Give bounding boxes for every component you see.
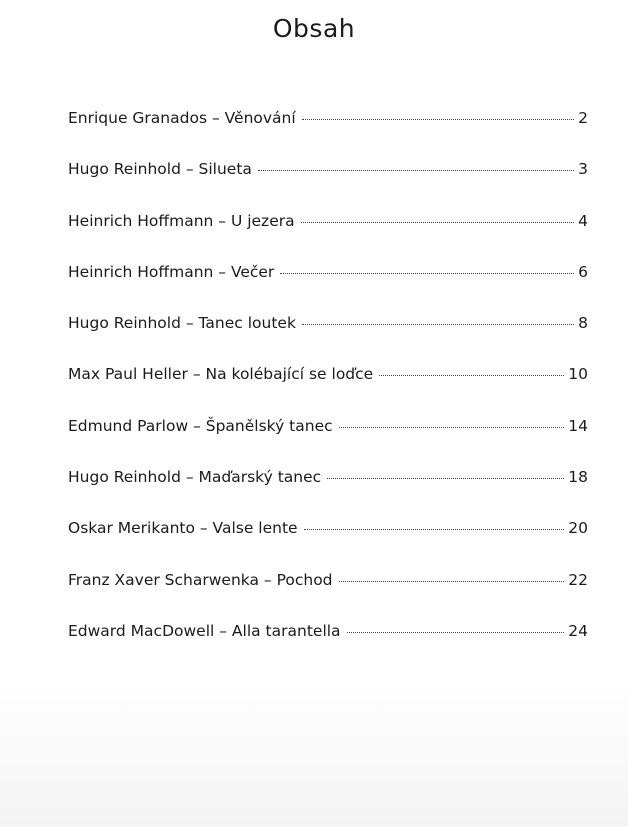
toc-entry (68, 467, 588, 518)
dot-leader (302, 324, 574, 325)
toc-entry (68, 570, 588, 621)
dot-leader (339, 581, 565, 582)
toc-entry-title: Franz Xaver Scharwenka – Pochod (68, 570, 333, 589)
dot-leader (304, 529, 565, 530)
toc-entry-page: 6 (578, 262, 588, 281)
toc-entry-page: 8 (578, 314, 588, 333)
toc-entry-page: 18 (568, 468, 588, 487)
toc-entry-title: Enrique Granados – Věnování (68, 109, 296, 127)
table-of-contents (68, 108, 588, 672)
toc-entry-page: 24 (568, 621, 588, 640)
toc-entry-title: Hugo Reinhold – Tanec loutek (68, 314, 296, 333)
toc-entry (68, 159, 588, 210)
toc-entry (68, 211, 588, 262)
dot-leader (301, 222, 575, 223)
toc-entry (68, 313, 588, 364)
toc-entry-title: Max Paul Heller – Na kolébající se loďce (68, 365, 374, 384)
dot-leader (327, 478, 564, 479)
toc-entry (68, 108, 588, 159)
dot-leader (280, 273, 574, 274)
toc-entry-title: Oskar Merikanto – Valse lente (68, 519, 298, 538)
toc-entry-title: Heinrich Hoffmann – Večer (68, 262, 275, 281)
dot-leader (347, 632, 565, 633)
toc-entry-page: 2 (578, 109, 588, 127)
page-title: Obsah (272, 14, 356, 43)
toc-entry-page: 4 (578, 211, 588, 230)
toc-entry-page: 22 (568, 570, 588, 589)
toc-entry (68, 364, 588, 415)
toc-entry (68, 416, 588, 467)
dot-leader (339, 427, 565, 428)
toc-entry-page: 10 (568, 365, 588, 384)
toc-entry (68, 621, 588, 672)
toc-entry-page: 14 (568, 416, 588, 435)
toc-entry-title: Heinrich Hoffmann – U jezera (68, 211, 295, 230)
toc-entry-page: 20 (568, 519, 588, 538)
toc-entry (68, 518, 588, 569)
toc-entry-title: Edmund Parlow – Španělský tanec (68, 416, 333, 435)
dot-leader (379, 375, 564, 376)
toc-entry-title: Edward MacDowell – Alla tarantella (68, 621, 341, 640)
toc-entry (68, 262, 588, 313)
toc-entry-title: Hugo Reinhold – Silueta (68, 160, 252, 179)
dot-leader (258, 170, 574, 171)
dot-leader (302, 119, 574, 120)
toc-entry-page: 3 (578, 160, 588, 179)
toc-entry-title: Hugo Reinhold – Maďarský tanec (68, 468, 322, 487)
